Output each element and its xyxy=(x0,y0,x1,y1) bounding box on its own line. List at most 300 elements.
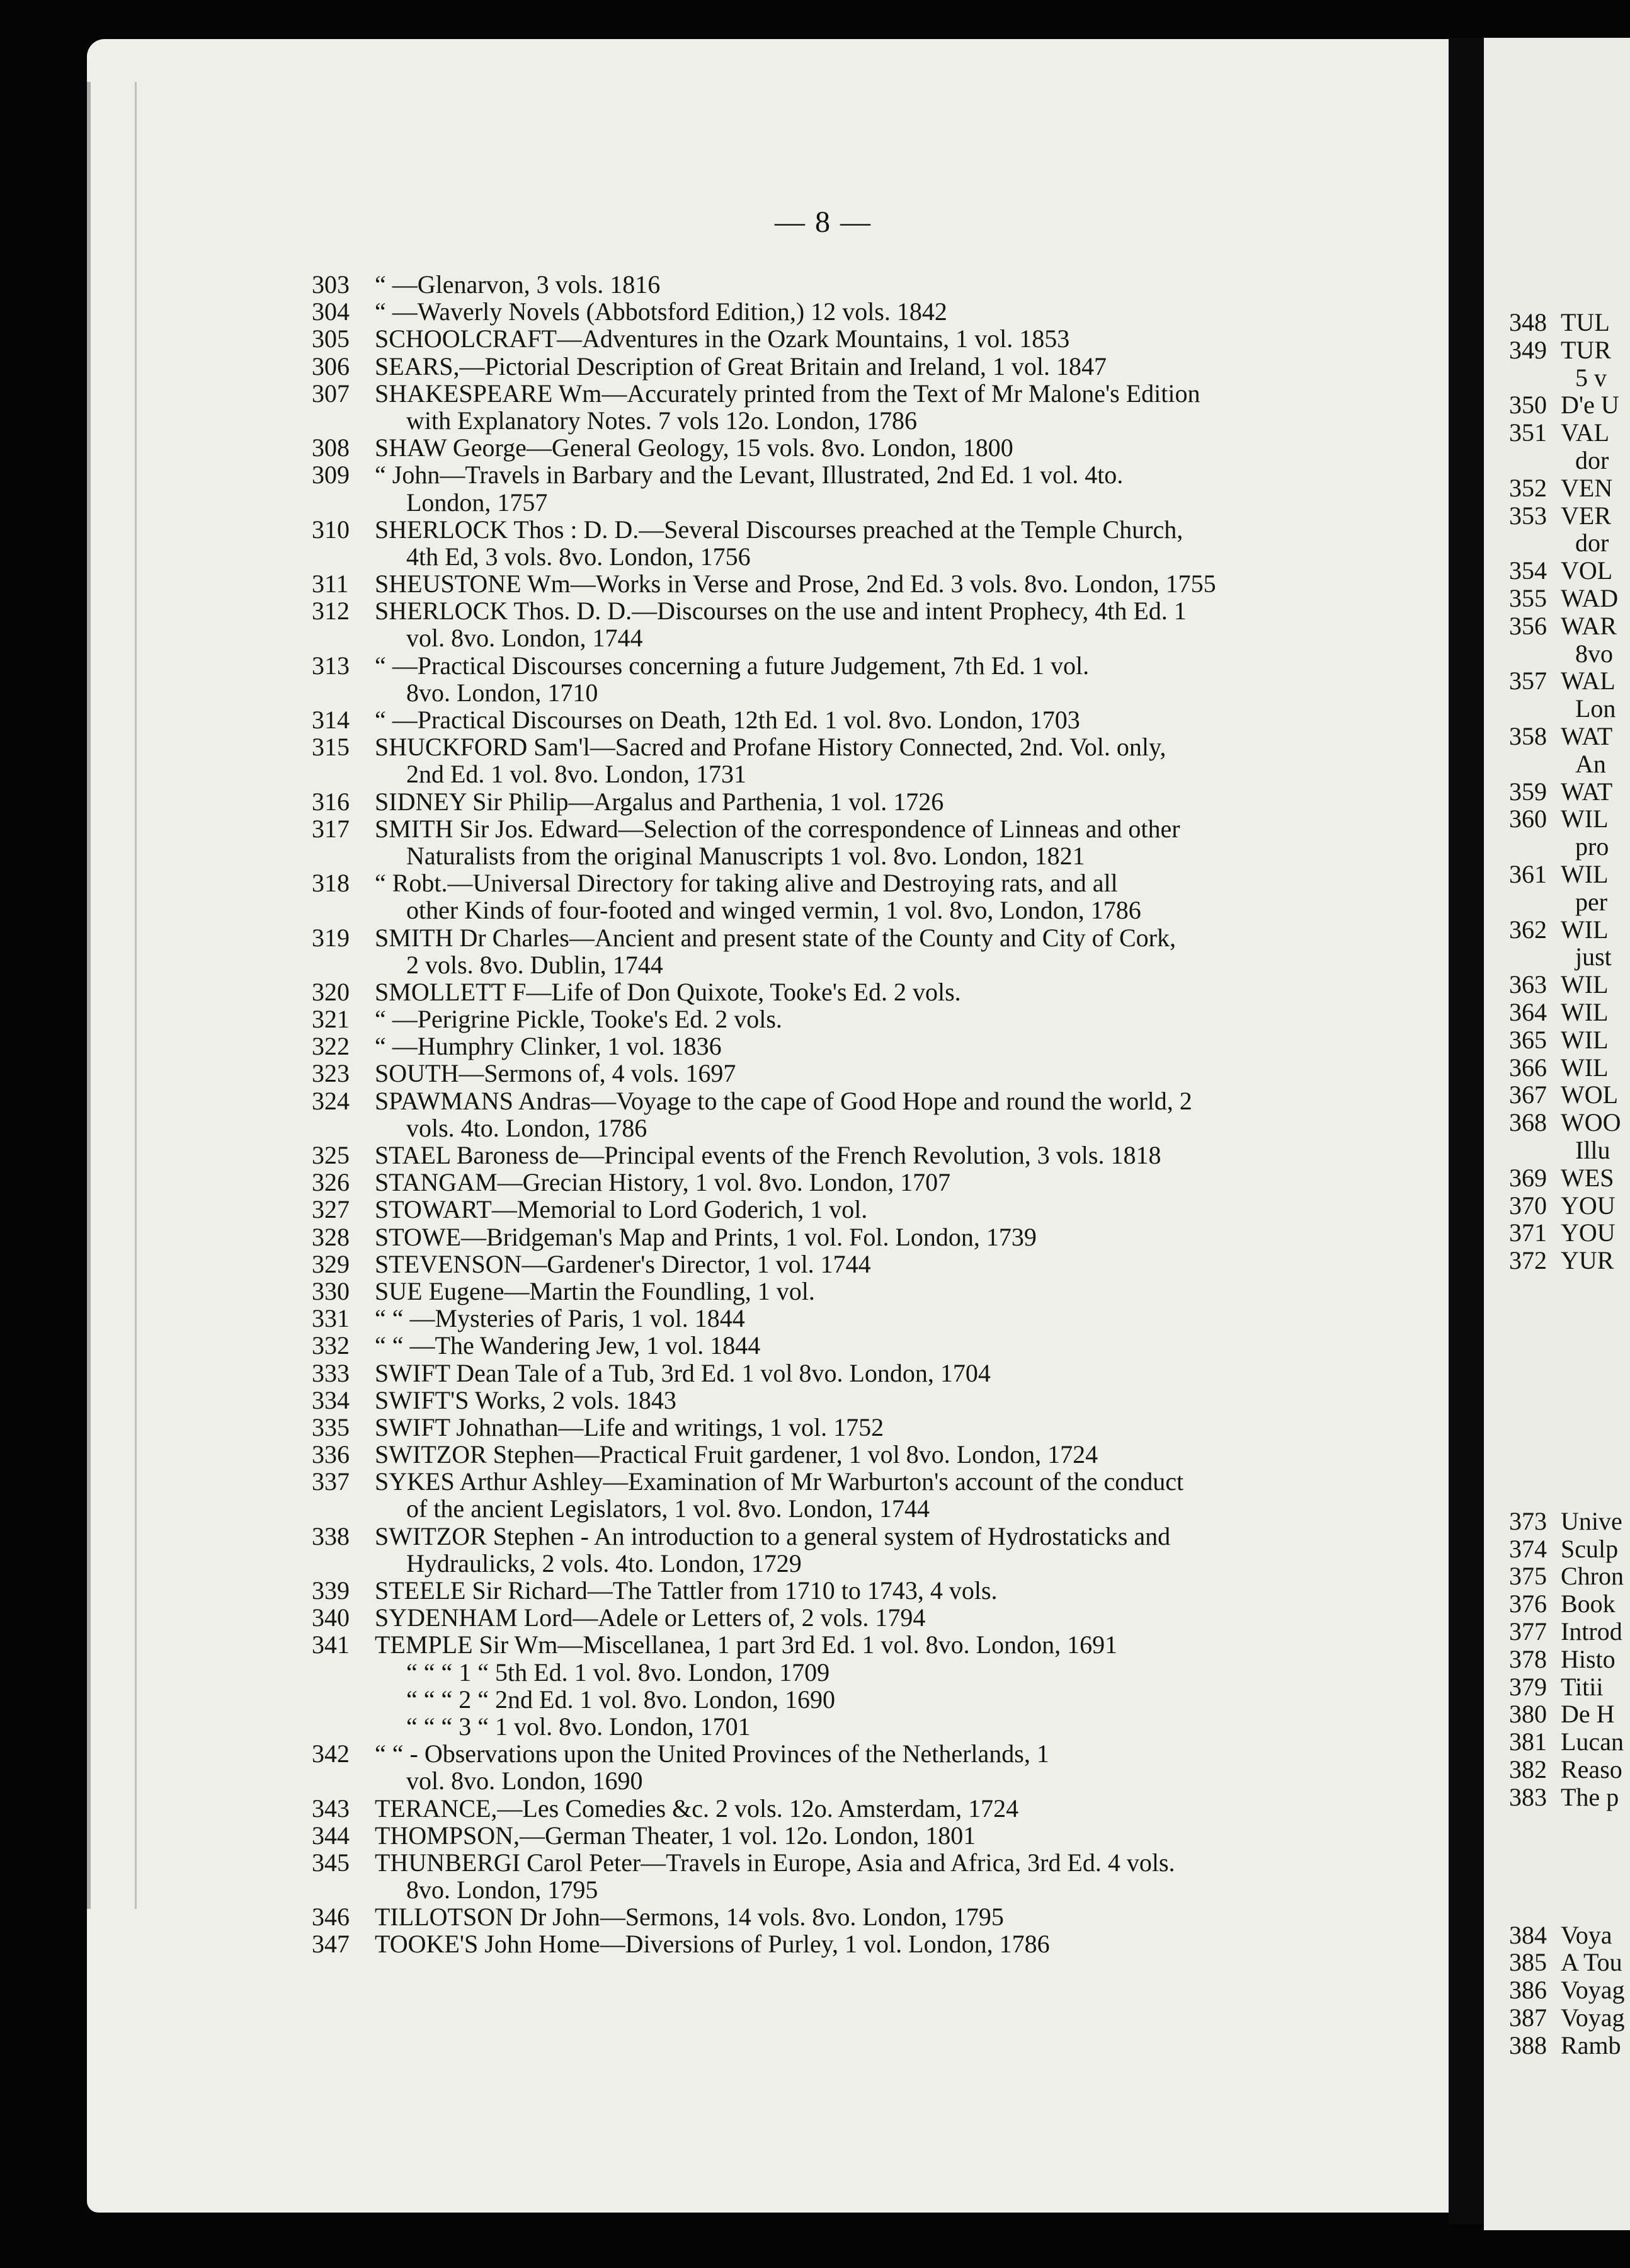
entry-number: 317 xyxy=(312,814,350,843)
catalog-entry xyxy=(312,516,1445,543)
right-entry xyxy=(1509,585,1630,612)
catalog-entry-continuation xyxy=(312,1550,1445,1577)
catalog-entry xyxy=(312,325,1445,352)
right-entry xyxy=(1509,1164,1630,1192)
entry-number: 347 xyxy=(312,1930,350,1959)
entry-number: 369 xyxy=(1509,1163,1547,1192)
entry-number: 311 xyxy=(312,570,349,598)
entry-number: 363 xyxy=(1509,970,1547,999)
entry-number: 349 xyxy=(1509,335,1547,364)
entry-number: 329 xyxy=(312,1249,350,1278)
entry-number: 333 xyxy=(312,1358,350,1387)
entry-text: Illu xyxy=(1575,1135,1610,1164)
catalog-entry xyxy=(312,1822,1445,1849)
entry-text: THUNBERGI Carol Peter—Travels in Europe, Asia and Africa, 3rd Ed. 4 vols. xyxy=(375,1848,1175,1877)
right-entry xyxy=(1509,916,1630,944)
catalog-entry xyxy=(312,1523,1445,1550)
right-entry-continuation xyxy=(1509,888,1630,916)
entry-text: “ John—Travels in Barbary and the Levant, Illustrated, 2nd Ed. 1 vol. 4to. xyxy=(375,461,1124,490)
catalog-entry xyxy=(312,1468,1445,1495)
entry-text: WIL xyxy=(1561,859,1609,888)
entry-text: “ “ “ 1 “ 5th Ed. 1 vol. 8vo. London, 1709 xyxy=(406,1658,830,1687)
entry-text: VOL xyxy=(1561,556,1613,585)
catalog-entry xyxy=(312,380,1445,407)
right-entry xyxy=(1509,419,1630,447)
right-entry-continuation xyxy=(1509,1137,1630,1164)
entry-text: YOU xyxy=(1561,1218,1616,1247)
entry-text: TILLOTSON Dr John—Sermons, 14 vols. 8vo. London, 1795 xyxy=(375,1903,1004,1932)
entry-text: WIL xyxy=(1561,970,1609,999)
entry-text: SWIFT'S Works, 2 vols. 1843 xyxy=(375,1385,676,1414)
entry-text: A Tou xyxy=(1561,1948,1622,1977)
right-entry xyxy=(1509,971,1630,999)
right-entry xyxy=(1509,502,1630,530)
catalog-entries xyxy=(312,271,1445,1958)
entry-text: SMITH Sir Jos. Edward—Selection of the correspondence of Linneas and other xyxy=(375,814,1180,843)
entry-text: WIL xyxy=(1561,1053,1609,1082)
entry-text: SHUCKFORD Sam'l—Sacred and Profane History Connected, 2nd. Vol. only, xyxy=(375,733,1166,762)
right-entry xyxy=(1509,391,1630,419)
entry-text: vol. 8vo. London, 1744 xyxy=(406,624,643,653)
entry-text: Voyag xyxy=(1561,2003,1625,2032)
entry-text: London, 1757 xyxy=(406,488,548,517)
catalog-entry xyxy=(312,1169,1445,1196)
entry-number: 303 xyxy=(312,270,350,299)
entry-text: VER xyxy=(1561,501,1611,530)
entry-number: 306 xyxy=(312,352,350,381)
entry-number: 350 xyxy=(1509,391,1547,420)
entry-text: SYKES Arthur Ashley—Examination of Mr Warburton's account of the conduct xyxy=(375,1467,1184,1496)
right-entry xyxy=(1509,1219,1630,1247)
catalog-entry xyxy=(312,924,1445,951)
entry-text: Ramb xyxy=(1561,2030,1621,2059)
entry-text: “ “ “ 3 “ 1 vol. 8vo. London, 1701 xyxy=(406,1712,751,1741)
page-edge-binding xyxy=(87,82,137,1909)
entry-text: SEARS,—Pictorial Description of Great Britain and Ireland, 1 vol. 1847 xyxy=(375,352,1107,381)
catalog-entry xyxy=(312,1740,1445,1767)
entry-text: An xyxy=(1575,749,1606,778)
entry-number: 307 xyxy=(312,379,350,408)
catalog-entry-continuation xyxy=(312,1876,1445,1903)
entry-text: Histo xyxy=(1561,1644,1616,1673)
entry-number: 348 xyxy=(1509,308,1547,336)
entry-text: per xyxy=(1575,887,1608,916)
catalog-entry xyxy=(312,1604,1445,1631)
entry-number: 344 xyxy=(312,1821,350,1850)
entry-number: 378 xyxy=(1509,1644,1547,1673)
entry-text: STEVENSON—Gardener's Director, 1 vol. 1744 xyxy=(375,1249,871,1278)
entry-number: 327 xyxy=(312,1195,350,1224)
entry-number: 388 xyxy=(1509,2030,1547,2059)
catalog-entry xyxy=(312,1142,1445,1169)
entry-text: WAT xyxy=(1561,721,1613,750)
catalog-entry-continuation xyxy=(312,679,1445,706)
entry-number: 330 xyxy=(312,1276,350,1305)
catalog-entry-continuation xyxy=(312,1686,1445,1713)
catalog-entry-continuation xyxy=(312,760,1445,788)
entry-number: 380 xyxy=(1509,1700,1547,1729)
catalog-entry xyxy=(312,869,1445,896)
entry-number: 340 xyxy=(312,1603,350,1632)
entry-text: WOL xyxy=(1561,1080,1619,1109)
right-entry xyxy=(1509,612,1630,640)
entry-number: 337 xyxy=(312,1467,350,1496)
catalog-entry-continuation xyxy=(312,407,1445,434)
entry-number: 325 xyxy=(312,1141,350,1169)
catalog-entry xyxy=(312,978,1445,1005)
catalog-entry xyxy=(312,1849,1445,1876)
right-entry xyxy=(1509,1922,1630,1949)
entry-text: Lucan xyxy=(1561,1727,1624,1756)
entry-number: 319 xyxy=(312,923,350,952)
entry-text: SCHOOLCRAFT—Adventures in the Ozark Mountains, 1 vol. 1853 xyxy=(375,324,1070,353)
catalog-entry xyxy=(312,815,1445,842)
entry-text: SHAKESPEARE Wm—Accurately printed from the Text of Mr Malone's Edition xyxy=(375,379,1200,408)
entry-text: Chron xyxy=(1561,1562,1624,1591)
page-number: — 8 — xyxy=(775,205,872,239)
entry-text: WOO xyxy=(1561,1108,1621,1137)
entry-text: SPAWMANS Andras—Voyage to the cape of Good Hope and round the world, 2 xyxy=(375,1086,1192,1115)
catalog-entry-continuation xyxy=(312,1114,1445,1142)
right-entry xyxy=(1509,336,1630,364)
catalog-entry xyxy=(312,434,1445,461)
entry-text: Sculp xyxy=(1561,1534,1619,1563)
entry-text: “ “ —Mysteries of Paris, 1 vol. 1844 xyxy=(375,1304,745,1333)
entry-number: 345 xyxy=(312,1848,350,1877)
entry-text: Titii xyxy=(1561,1672,1604,1701)
entry-number: 316 xyxy=(312,787,350,816)
entry-text: 2 vols. 8vo. Dublin, 1744 xyxy=(406,950,663,979)
entry-number: 371 xyxy=(1509,1218,1547,1247)
entry-text: Introd xyxy=(1561,1617,1622,1646)
entry-number: 355 xyxy=(1509,583,1547,612)
catalog-entry xyxy=(312,1441,1445,1468)
entry-text: SOUTH—Sermons of, 4 vols. 1697 xyxy=(375,1059,736,1088)
entry-text: VAL xyxy=(1561,418,1610,447)
catalog-entry xyxy=(312,1930,1445,1957)
catalog-entry xyxy=(312,1795,1445,1822)
entry-number: 366 xyxy=(1509,1053,1547,1082)
entry-text: Lon xyxy=(1575,694,1616,723)
entry-text: The p xyxy=(1561,1782,1619,1811)
entry-text: Voyag xyxy=(1561,1976,1625,2005)
entry-text: Naturalists from the original Manuscripts 1 vol. 8vo. London, 1821 xyxy=(406,841,1085,870)
catalog-entry xyxy=(312,1577,1445,1604)
entry-number: 382 xyxy=(1509,1755,1547,1784)
entry-text: WIL xyxy=(1561,1025,1609,1054)
right-entry-continuation xyxy=(1509,833,1630,861)
right-entry xyxy=(1509,1700,1630,1728)
catalog-entry xyxy=(312,1196,1445,1223)
right-entry xyxy=(1509,474,1630,502)
catalog-entry-continuation xyxy=(312,1713,1445,1740)
catalog-entry xyxy=(312,1332,1445,1359)
entry-text: WAD xyxy=(1561,583,1619,612)
entry-text: D'e U xyxy=(1561,391,1619,420)
right-entry xyxy=(1509,999,1630,1026)
entry-text: STOWART—Memorial to Lord Goderich, 1 vol. xyxy=(375,1195,868,1224)
entry-text: dor xyxy=(1575,529,1609,558)
entry-text: TOOKE'S John Home—Diversions of Purley, 1 vol. London, 1786 xyxy=(375,1930,1050,1959)
right-entry-continuation xyxy=(1509,943,1630,971)
right-entry xyxy=(1509,2004,1630,2032)
entry-text: vol. 8vo. London, 1690 xyxy=(406,1767,643,1796)
entry-number: 321 xyxy=(312,1005,350,1034)
right-entry-continuation xyxy=(1509,640,1630,668)
entry-number: 359 xyxy=(1509,777,1547,806)
right-entry xyxy=(1509,723,1630,750)
entry-number: 336 xyxy=(312,1440,350,1469)
catalog-entry xyxy=(312,353,1445,380)
right-entry xyxy=(1509,1728,1630,1756)
entry-number: 335 xyxy=(312,1412,350,1441)
entry-text: 2nd Ed. 1 vol. 8vo. London, 1731 xyxy=(406,760,746,789)
catalog-entry xyxy=(312,788,1445,815)
entry-text: “ “ —The Wandering Jew, 1 vol. 1844 xyxy=(375,1331,761,1360)
entry-text: TERANCE,—Les Comedies &c. 2 vols. 12o. Amsterdam, 1724 xyxy=(375,1794,1019,1823)
catalog-entry xyxy=(312,733,1445,760)
catalog-entry xyxy=(312,1251,1445,1278)
right-page-entries xyxy=(1509,309,1630,2059)
entry-text: TEMPLE Sir Wm—Miscellanea, 1 part 3rd Ed. 1 vol. 8vo. London, 1691 xyxy=(375,1630,1118,1659)
right-entry xyxy=(1509,2032,1630,2059)
entry-text: TUR xyxy=(1561,335,1611,364)
right-entry xyxy=(1509,778,1630,806)
catalog-entry-continuation xyxy=(312,842,1445,869)
right-entry-continuation xyxy=(1509,750,1630,778)
entry-text: STOWE—Bridgeman's Map and Prints, 1 vol. Fol. London, 1739 xyxy=(375,1222,1037,1251)
entry-text: “ —Humphry Clinker, 1 vol. 1836 xyxy=(375,1032,722,1061)
entry-text: “ “ - Observations upon the United Provinces of the Netherlands, 1 xyxy=(375,1739,1049,1768)
entry-number: 320 xyxy=(312,977,350,1006)
right-entry xyxy=(1509,1756,1630,1784)
entry-text: just xyxy=(1575,942,1612,971)
entry-text: other Kinds of four-footed and winged vermin, 1 vol. 8vo, London, 1786 xyxy=(406,896,1141,925)
right-entry-continuation xyxy=(1509,529,1630,557)
right-entry-continuation xyxy=(1509,695,1630,723)
entry-number: 323 xyxy=(312,1059,350,1088)
entry-number: 313 xyxy=(312,651,350,680)
entry-text: SHEUSTONE Wm—Works in Verse and Prose, 2nd Ed. 3 vols. 8vo. London, 1755 xyxy=(375,570,1216,598)
entry-number: 341 xyxy=(312,1630,350,1659)
entry-text: of the ancient Legislators, 1 vol. 8vo. London, 1744 xyxy=(406,1494,930,1523)
catalog-entry xyxy=(312,298,1445,325)
entry-number: 373 xyxy=(1509,1506,1547,1535)
right-entry xyxy=(1509,1976,1630,2004)
catalog-entry xyxy=(312,706,1445,733)
entry-number: 314 xyxy=(312,706,350,734)
entry-number: 343 xyxy=(312,1794,350,1823)
right-entry xyxy=(1509,1673,1630,1701)
entry-text: SMITH Dr Charles—Ancient and present state of the County and City of Cork, xyxy=(375,923,1176,952)
entry-text: TUL xyxy=(1561,308,1610,336)
right-entry xyxy=(1509,1784,1630,1811)
right-entry xyxy=(1509,1026,1630,1054)
entry-number: 370 xyxy=(1509,1191,1547,1220)
catalog-entry xyxy=(312,1360,1445,1387)
entry-text: dor xyxy=(1575,445,1609,474)
entry-text: 8vo. London, 1795 xyxy=(406,1876,598,1904)
entry-text: VEN xyxy=(1561,473,1613,502)
entry-number: 324 xyxy=(312,1086,350,1115)
entry-text: WIL xyxy=(1561,805,1609,833)
catalog-entry-continuation xyxy=(312,896,1445,924)
entry-number: 364 xyxy=(1509,997,1547,1026)
entry-text: Book xyxy=(1561,1589,1616,1618)
entry-number: 368 xyxy=(1509,1108,1547,1137)
entry-text: SYDENHAM Lord—Adele or Letters of, 2 vols. 1794 xyxy=(375,1603,926,1632)
catalog-entry xyxy=(312,1033,1445,1060)
catalog-entry-continuation xyxy=(312,489,1445,516)
entry-text: Voya xyxy=(1561,1920,1612,1949)
entry-number: 332 xyxy=(312,1331,350,1360)
catalog-entry xyxy=(312,1223,1445,1251)
catalog-entry-continuation xyxy=(312,1767,1445,1794)
entry-number: 374 xyxy=(1509,1534,1547,1563)
right-entry xyxy=(1509,1109,1630,1137)
right-entry xyxy=(1509,1054,1630,1082)
catalog-entry-continuation xyxy=(312,951,1445,978)
entry-text: SHERLOCK Thos : D. D.—Several Discourses preached at the Temple Church, xyxy=(375,515,1183,544)
entry-text: 8vo xyxy=(1575,639,1613,668)
catalog-entry xyxy=(312,1087,1445,1114)
entry-text: SWIFT Dean Tale of a Tub, 3rd Ed. 1 vol 8vo. London, 1704 xyxy=(375,1358,991,1387)
entry-number: 305 xyxy=(312,324,350,353)
entry-text: Reaso xyxy=(1561,1755,1622,1784)
right-entry xyxy=(1509,1247,1630,1274)
entry-text: THOMPSON,—German Theater, 1 vol. 12o. London, 1801 xyxy=(375,1821,976,1850)
entry-text: “ —Waverly Novels (Abbotsford Edition,) 12 vols. 1842 xyxy=(375,297,947,326)
right-entry xyxy=(1509,1535,1630,1563)
right-entry xyxy=(1509,1618,1630,1646)
entry-number: 339 xyxy=(312,1576,350,1605)
catalog-entry-continuation xyxy=(312,1495,1445,1522)
entry-number: 328 xyxy=(312,1222,350,1251)
entry-number: 358 xyxy=(1509,721,1547,750)
entry-text: SWITZOR Stephen - An introduction to a general system of Hydrostaticks and xyxy=(375,1521,1171,1550)
entry-number: 357 xyxy=(1509,667,1547,696)
catalog-entry xyxy=(312,652,1445,679)
entry-text: STEELE Sir Richard—The Tattler from 1710 to 1743, 4 vols. xyxy=(375,1576,998,1605)
right-entry xyxy=(1509,805,1630,833)
entry-text: WES xyxy=(1561,1163,1614,1192)
entry-number: 312 xyxy=(312,597,350,626)
right-entry xyxy=(1509,1508,1630,1535)
entry-number: 351 xyxy=(1509,418,1547,447)
book-gutter xyxy=(1449,38,1486,2224)
right-entry-continuation xyxy=(1509,447,1630,474)
entry-text: 8vo. London, 1710 xyxy=(406,678,598,707)
entry-text: De H xyxy=(1561,1700,1615,1729)
entry-number: 365 xyxy=(1509,1025,1547,1054)
entry-text: WAL xyxy=(1561,667,1616,696)
entry-number: 308 xyxy=(312,433,350,462)
entry-number: 385 xyxy=(1509,1948,1547,1977)
entry-text: pro xyxy=(1575,832,1609,861)
right-entry xyxy=(1509,1590,1630,1618)
entry-text: SWIFT Johnathan—Life and writings, 1 vol. 1752 xyxy=(375,1412,884,1441)
catalog-entry xyxy=(312,461,1445,488)
entry-text: YOU xyxy=(1561,1191,1616,1220)
entry-number: 338 xyxy=(312,1521,350,1550)
entry-text: Hydraulicks, 2 vols. 4to. London, 1729 xyxy=(406,1549,802,1578)
right-entry xyxy=(1509,1646,1630,1673)
entry-number: 362 xyxy=(1509,915,1547,944)
entry-text: with Explanatory Notes. 7 vols 12o. London, 1786 xyxy=(406,406,918,435)
entry-text: WAT xyxy=(1561,777,1613,806)
entry-number: 322 xyxy=(312,1032,350,1061)
entry-number: 360 xyxy=(1509,805,1547,833)
right-entry-continuation xyxy=(1509,364,1630,392)
entry-text: vols. 4to. London, 1786 xyxy=(406,1113,647,1142)
catalog-entry xyxy=(312,1005,1445,1033)
entry-text: “ —Perigrine Pickle, Tooke's Ed. 2 vols. xyxy=(375,1005,782,1034)
catalog-entry xyxy=(312,570,1445,597)
right-entry xyxy=(1509,309,1630,336)
entry-number: 381 xyxy=(1509,1727,1547,1756)
entry-text: WIL xyxy=(1561,915,1609,944)
entry-text: “ —Glenarvon, 3 vols. 1816 xyxy=(375,270,661,299)
entry-text: “ Robt.—Universal Directory for taking alive and Destroying rats, and all xyxy=(375,869,1118,898)
entry-text: 5 v xyxy=(1575,363,1607,392)
right-entry xyxy=(1509,557,1630,585)
entry-text: WAR xyxy=(1561,611,1617,640)
right-entry xyxy=(1509,1192,1630,1220)
entry-number: 386 xyxy=(1509,1976,1547,2005)
entry-number: 372 xyxy=(1509,1246,1547,1275)
catalog-entry xyxy=(312,1414,1445,1441)
right-entry xyxy=(1509,1562,1630,1590)
entry-text: “ “ “ 2 “ 2nd Ed. 1 vol. 8vo. London, 1690 xyxy=(406,1685,835,1714)
entry-text: YUR xyxy=(1561,1246,1614,1275)
right-entry xyxy=(1509,667,1630,695)
entry-number: 375 xyxy=(1509,1562,1547,1591)
entry-text: SUE Eugene—Martin the Foundling, 1 vol. xyxy=(375,1276,815,1305)
entry-number: 356 xyxy=(1509,611,1547,640)
catalog-entry xyxy=(312,1305,1445,1332)
entry-number: 379 xyxy=(1509,1672,1547,1701)
entry-text: “ —Practical Discourses on Death, 12th Ed. 1 vol. 8vo. London, 1703 xyxy=(375,706,1080,734)
right-entry xyxy=(1509,1949,1630,1976)
entry-number: 384 xyxy=(1509,1920,1547,1949)
entry-number: 361 xyxy=(1509,859,1547,888)
entry-number: 304 xyxy=(312,297,350,326)
catalog-entry xyxy=(312,1387,1445,1414)
catalog-entry-continuation xyxy=(312,543,1445,570)
right-entry xyxy=(1509,861,1630,888)
entry-text: STANGAM—Grecian History, 1 vol. 8vo. London, 1707 xyxy=(375,1168,951,1197)
entry-text: SMOLLETT F—Life of Don Quixote, Tooke's Ed. 2 vols. xyxy=(375,977,961,1006)
entry-number: 310 xyxy=(312,515,350,544)
entry-number: 383 xyxy=(1509,1782,1547,1811)
entry-number: 326 xyxy=(312,1168,350,1197)
entry-number: 353 xyxy=(1509,501,1547,530)
entry-text: SWITZOR Stephen—Practical Fruit gardener, 1 vol 8vo. London, 1724 xyxy=(375,1440,1098,1469)
entry-number: 346 xyxy=(312,1903,350,1932)
entry-text: STAEL Baroness de—Principal events of the French Revolution, 3 vols. 1818 xyxy=(375,1141,1161,1169)
entry-number: 354 xyxy=(1509,556,1547,585)
catalog-entry xyxy=(312,1903,1445,1930)
entry-text: “ —Practical Discourses concerning a future Judgement, 7th Ed. 1 vol. xyxy=(375,651,1090,680)
catalog-entry xyxy=(312,271,1445,298)
catalog-entry xyxy=(312,1060,1445,1087)
entry-number: 377 xyxy=(1509,1617,1547,1646)
entry-number: 331 xyxy=(312,1304,350,1333)
catalog-entry xyxy=(312,597,1445,624)
entry-number: 315 xyxy=(312,733,350,762)
entry-number: 367 xyxy=(1509,1080,1547,1109)
right-entry xyxy=(1509,1081,1630,1109)
